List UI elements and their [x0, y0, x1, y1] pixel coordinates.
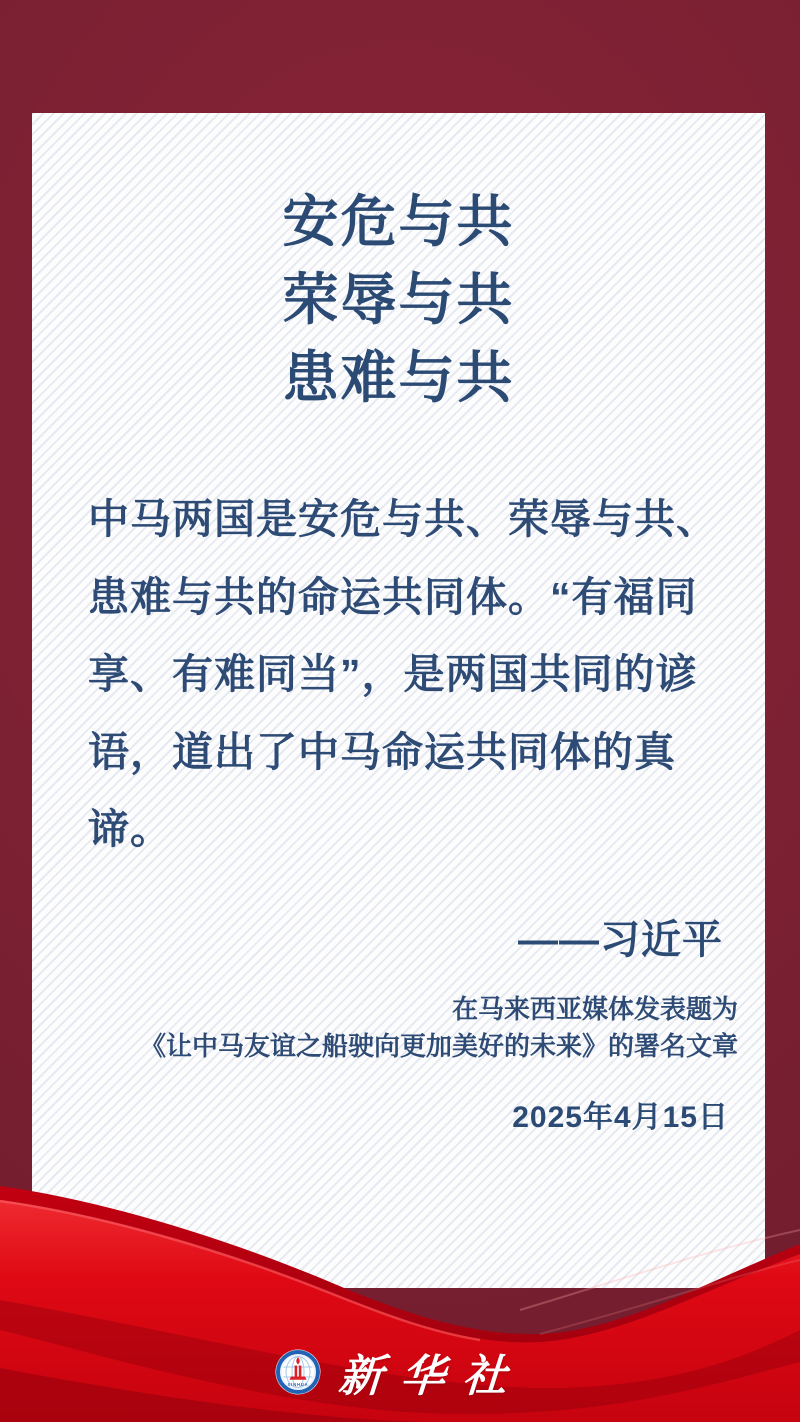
agency-name: 新华社: [336, 1352, 527, 1401]
quote-body-line-1: 中马两国是安危与共、荣辱与共、: [88, 496, 718, 542]
title-line-3: 患难与共: [282, 346, 515, 409]
title-line-2: 荣辱与共: [282, 268, 515, 331]
emblem-ring-text: XINHUA: [287, 1381, 309, 1387]
quote-body-line-5: 谛。: [88, 806, 172, 852]
quote-body-line-3: 享、有难同当”，是两国共同的谚: [88, 651, 698, 697]
quote-body: [32, 481, 765, 869]
quote-body-line-4: 语，道出了中马命运共同体的真: [88, 728, 676, 775]
poster-title: [32, 113, 765, 417]
quote-body-line-2: 患难与共的命运共同体。“有福同: [88, 573, 698, 620]
quote-card: [32, 113, 765, 1288]
quote-source: [32, 991, 765, 1065]
xinhua-emblem-icon: [275, 1349, 321, 1395]
title-line-1: 安危与共: [282, 190, 515, 253]
quote-source-line-1: 在马来西亚媒体发表题为: [451, 993, 738, 1024]
publisher-logo: [0, 1342, 800, 1402]
quote-source-line-2: 《让中马友谊之船驶向更加美好的未来》的署名文章: [139, 1030, 738, 1061]
quote-date: 2025年4月15日: [512, 1100, 729, 1134]
quote-attribution: ——习近平: [518, 917, 723, 962]
